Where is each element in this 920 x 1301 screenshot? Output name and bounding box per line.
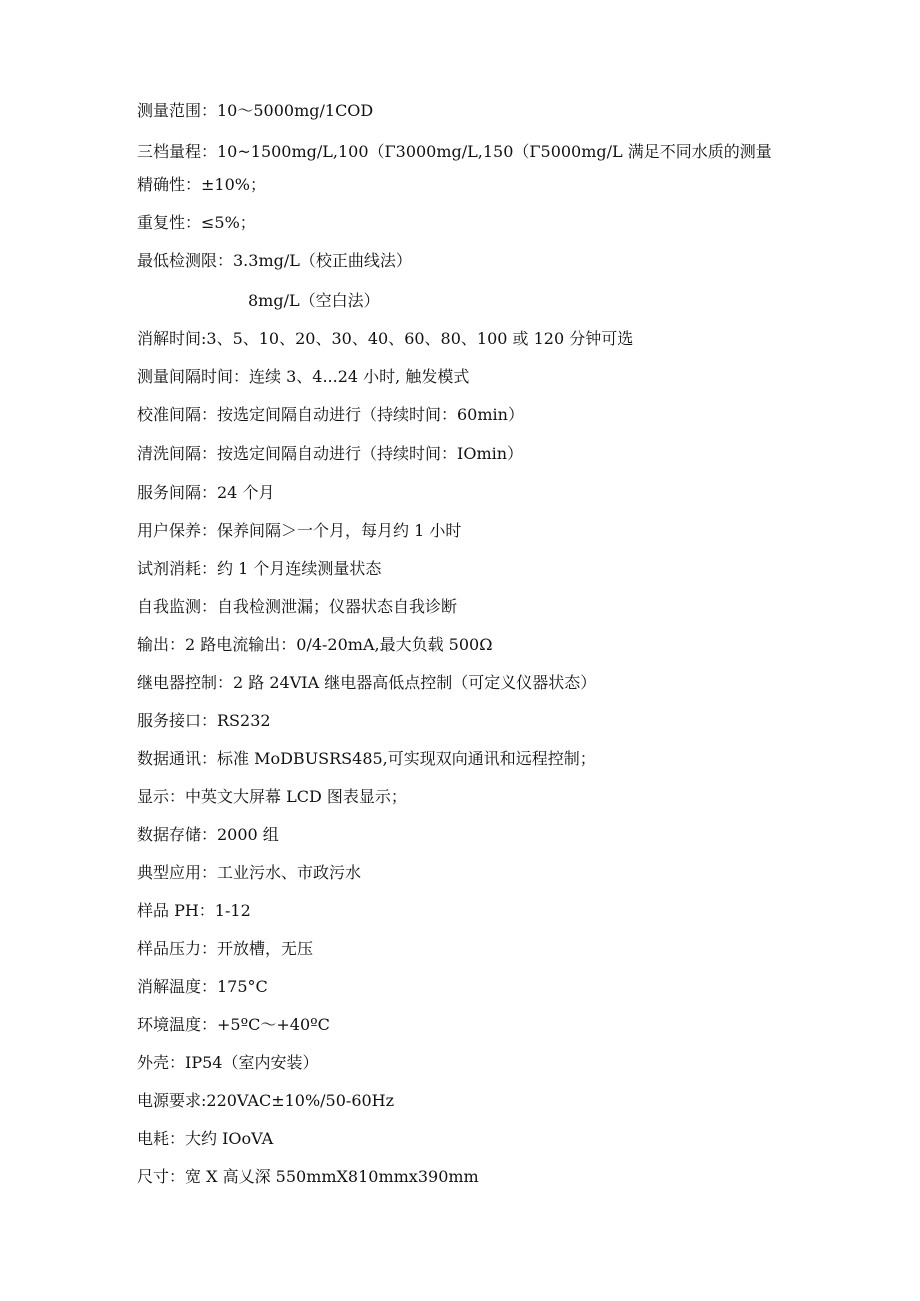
spec-data-communication: 数据通讯：标准 MoDBUSRS485,可实现双向通讯和远程控制； [137,749,596,768]
spec-measuring-interval: 测量间隔时间：连续 3、4...24 小时, 触发模式 [137,367,470,386]
spec-service-interface: 服务接口：RS232 [137,711,271,730]
spec-dimensions: 尺寸：宽 X 高乂深 550mmX810mmx390mm [137,1167,479,1186]
spec-reagent-consumption: 试剂消耗：约 1 个月连续测量状态 [137,559,382,578]
spec-cleaning-interval: 清洗间隔：按选定间隔自动进行（持续时间：IOmin） [137,444,524,463]
spec-display: 显示：中英文大屏幕 LCD 图表显示； [137,787,407,806]
spec-detection-limit: 最低检测限：3.3mg/L（校正曲线法） [137,251,412,270]
spec-enclosure: 外壳：IP54（室内安装） [137,1053,319,1072]
spec-power-supply: 电源要求:220VAC±10%∕50-60Hz [137,1091,395,1110]
spec-calibration-interval: 校准间隔：按选定间隔自动进行（持续时间：60min） [137,405,524,424]
spec-ambient-temperature: 环境温度：+5ºC～+40ºC [137,1015,330,1034]
spec-accuracy: 精确性：±10%； [137,175,266,194]
spec-power-consumption: 电耗：大约 IOoVA [137,1129,274,1148]
spec-data-storage: 数据存储：2000 组 [137,825,279,844]
spec-measuring-range: 测量范围：10～5000mg/1COD [137,101,374,120]
spec-relay-control: 继电器控制：2 路 24VIA 继电器高低点控制（可定义仪器状态） [137,673,597,692]
spec-detection-limit-blank: 8mg∕L（空白法） [248,291,380,310]
spec-digestion-temperature: 消解温度：175°C [137,977,268,996]
spec-repeatability: 重复性：≤5%； [137,213,256,232]
spec-user-maintenance: 用户保养：保养间隔＞一个月，每月约 1 小时 [137,521,462,540]
spec-output: 输出：2 路电流输出：0/4-20mA,最大负载 500Ω [137,635,493,654]
spec-sample-pressure: 样品压力：开放槽，无压 [137,939,314,958]
spec-sample-ph: 样品 PH：1-12 [137,901,251,920]
spec-service-interval: 服务间隔：24 个月 [137,483,275,502]
spec-digestion-time: 消解时间:3、5、10、20、30、40、60、80、100 或 120 分钟可选 [137,329,634,348]
spec-typical-application: 典型应用：工业污水、市政污水 [137,863,362,882]
spec-self-monitoring: 自我监测：自我检测泄漏；仪器状态自我诊断 [137,597,458,616]
spec-three-ranges: 三档量程：10~1500mg∕L,100（Γ3000mg∕L,150（Γ5000mg∕L 满足不同水质的测量 [137,142,772,161]
